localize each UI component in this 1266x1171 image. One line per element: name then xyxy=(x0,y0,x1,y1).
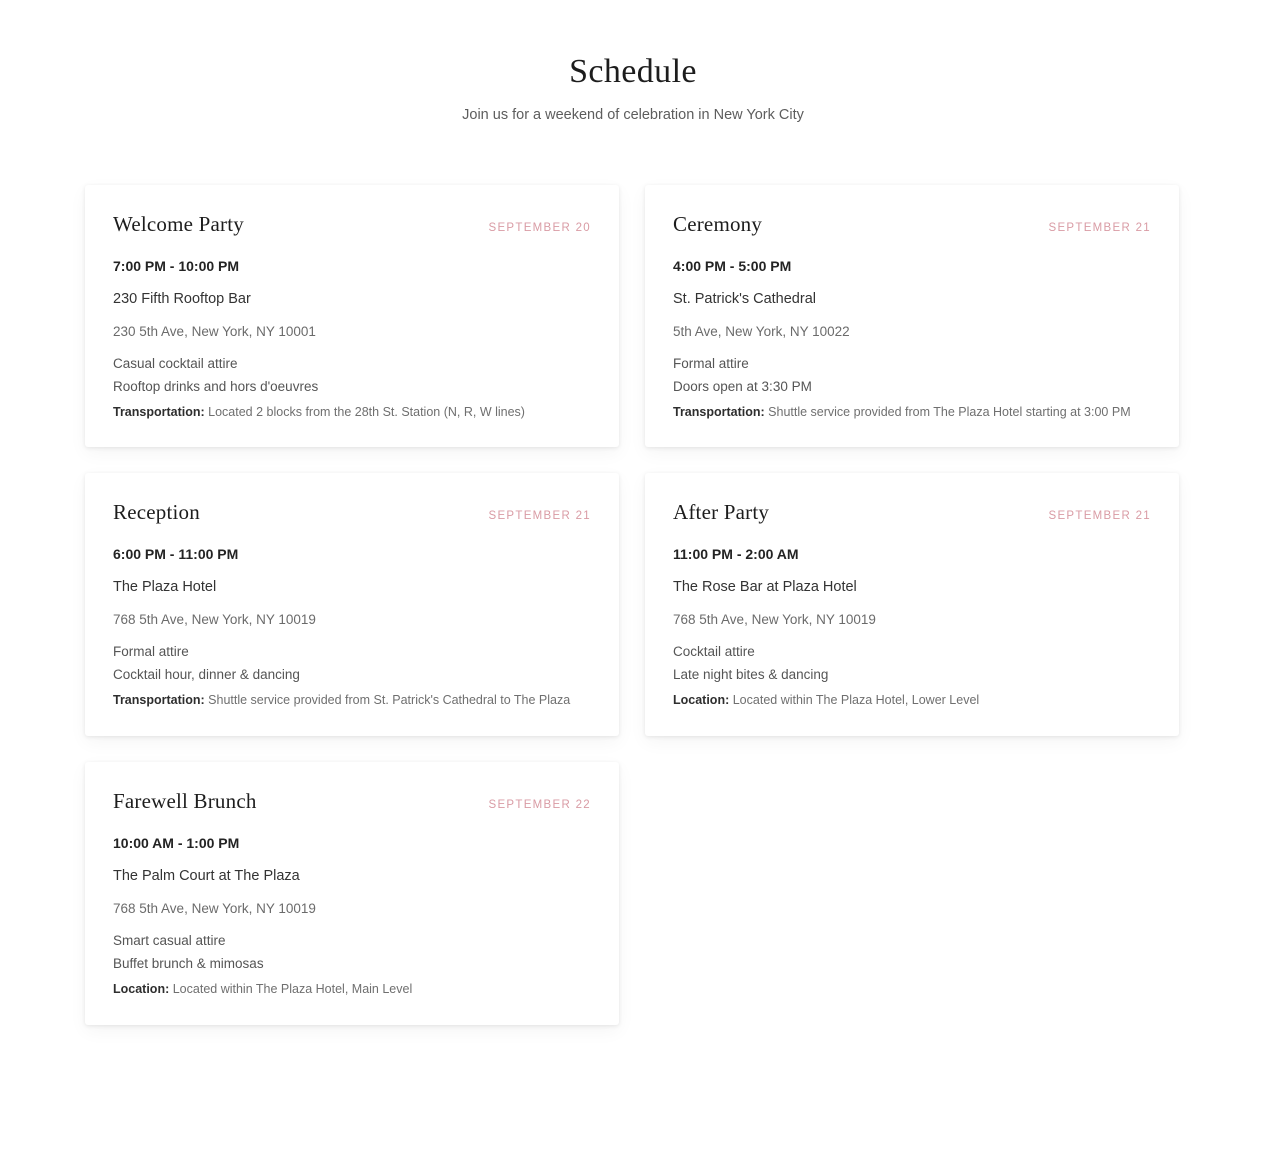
event-detail: Buffet brunch & mimosas xyxy=(113,956,264,972)
event-attire: Smart casual attire xyxy=(113,933,226,949)
event-attire: Casual cocktail attire xyxy=(113,355,238,371)
event-address: 768 5th Ave, New York, NY 10019 xyxy=(113,901,316,917)
event-time: 4:00 PM - 5:00 PM xyxy=(673,257,792,274)
event-note xyxy=(113,692,591,710)
event-detail: Late night bites & dancing xyxy=(673,667,829,683)
event-address: 768 5th Ave, New York, NY 10019 xyxy=(113,612,316,628)
event-date: SEPTEMBER 22 xyxy=(488,798,591,811)
event-note xyxy=(673,692,1151,710)
event-card-header xyxy=(113,501,591,524)
event-title: Welcome Party xyxy=(113,211,244,236)
event-title: Farewell Brunch xyxy=(113,788,257,813)
event-note-text: Located within The Plaza Hotel, Main Level xyxy=(172,982,413,997)
event-card-header xyxy=(673,213,1151,236)
event-note-text: Located 2 blocks from the 28th St. Station (N, R, W lines) xyxy=(208,404,525,419)
event-venue: The Rose Bar at Plaza Hotel xyxy=(673,579,857,596)
event-attire: Formal attire xyxy=(113,644,189,660)
page-subtitle: Join us for a weekend of celebration in New York City xyxy=(462,106,804,123)
event-date: SEPTEMBER 21 xyxy=(1048,510,1151,523)
event-note xyxy=(673,404,1151,422)
event-note-label: Location: xyxy=(113,982,170,997)
event-venue: The Palm Court at The Plaza xyxy=(113,868,300,885)
event-card-ceremony xyxy=(645,185,1179,448)
event-time: 10:00 AM - 1:00 PM xyxy=(113,835,240,852)
event-card-after-party xyxy=(645,473,1179,736)
event-note xyxy=(113,981,591,999)
event-detail: Cocktail hour, dinner & dancing xyxy=(113,667,300,683)
event-venue: 230 Fifth Rooftop Bar xyxy=(113,290,251,307)
event-card-reception xyxy=(85,473,619,736)
event-venue: The Plaza Hotel xyxy=(113,579,217,596)
event-address: 230 5th Ave, New York, NY 10001 xyxy=(113,323,316,339)
event-card-header xyxy=(113,790,591,813)
event-title: After Party xyxy=(673,500,770,525)
event-card-header xyxy=(673,501,1151,524)
event-note-label: Transportation: xyxy=(673,404,765,419)
event-address: 5th Ave, New York, NY 10022 xyxy=(673,323,850,339)
event-note-label: Transportation: xyxy=(113,404,205,419)
event-date: SEPTEMBER 21 xyxy=(488,510,591,523)
event-date: SEPTEMBER 20 xyxy=(488,221,591,234)
event-time: 7:00 PM - 10:00 PM xyxy=(113,257,240,274)
event-note-label: Location: xyxy=(673,693,730,708)
event-address: 768 5th Ave, New York, NY 10019 xyxy=(673,612,876,628)
page-header xyxy=(0,52,1266,123)
event-card-farewell-brunch xyxy=(85,762,619,1025)
event-title: Ceremony xyxy=(673,211,763,236)
event-attire: Cocktail attire xyxy=(673,644,755,660)
event-detail: Doors open at 3:30 PM xyxy=(673,378,812,394)
event-card-welcome-party xyxy=(85,185,619,448)
schedule-card-grid xyxy=(85,185,1181,1025)
event-note-label: Transportation: xyxy=(113,693,205,708)
page-title: Schedule xyxy=(569,53,697,90)
event-note xyxy=(113,404,591,422)
event-card-header xyxy=(113,213,591,236)
event-attire: Formal attire xyxy=(673,355,749,371)
event-date: SEPTEMBER 21 xyxy=(1048,221,1151,234)
event-note-text: Shuttle service provided from The Plaza Hotel starting at 3:00 PM xyxy=(768,404,1131,419)
event-note-text: Shuttle service provided from St. Patrick's Cathedral to The Plaza xyxy=(208,693,571,708)
event-venue: St. Patrick's Cathedral xyxy=(673,290,816,307)
event-time: 6:00 PM - 11:00 PM xyxy=(113,546,239,563)
event-title: Reception xyxy=(113,500,200,525)
event-time: 11:00 PM - 2:00 AM xyxy=(673,546,799,563)
event-note-text: Located within The Plaza Hotel, Lower Level xyxy=(732,693,980,708)
event-detail: Rooftop drinks and hors d'oeuvres xyxy=(113,378,319,394)
